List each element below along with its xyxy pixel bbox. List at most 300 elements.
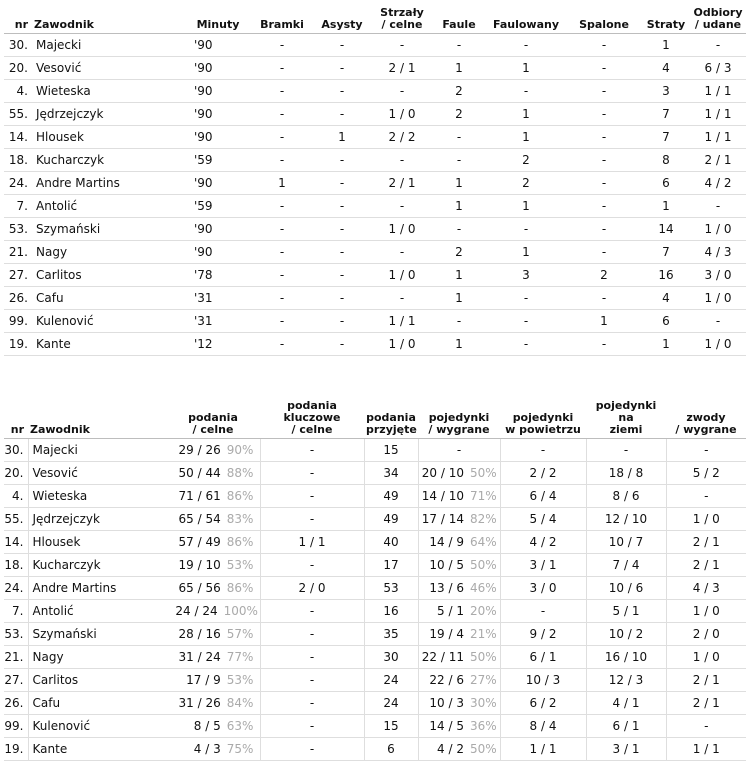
goals-cell: -: [252, 332, 312, 355]
passes-percent: 84%: [226, 696, 254, 710]
ground-duels-cell: 6 / 1: [586, 715, 666, 738]
header-ground-duels-line1: pojedynki na: [595, 399, 657, 424]
header-recoveries-line1: Odbiory: [693, 5, 743, 19]
header-shots-line2: / celne: [381, 17, 423, 31]
passes-cell: [166, 669, 260, 692]
player-number: 18.: [4, 148, 32, 171]
header-fouls: Faule: [432, 4, 486, 33]
player-number: 7.: [4, 600, 28, 623]
recoveries-cell: -: [690, 194, 746, 217]
ground-duels-cell: 5 / 1: [586, 600, 666, 623]
fouls-cell: 2: [432, 102, 486, 125]
fouled-cell: -: [486, 286, 566, 309]
duels-value: 14 / 10: [421, 489, 464, 503]
table-row: [4, 577, 746, 600]
dribbles-cell: 2 / 1: [666, 692, 746, 715]
header-offsides: Spalone: [566, 4, 642, 33]
ground-duels-cell: 18 / 8: [586, 462, 666, 485]
table-row: [4, 554, 746, 577]
passes-cell: [166, 715, 260, 738]
player-number: 24.: [4, 171, 32, 194]
key-passes-cell: -: [260, 738, 364, 761]
offsides-cell: -: [566, 217, 642, 240]
player-number: 19.: [4, 332, 32, 355]
player-number: 55.: [4, 102, 32, 125]
ground-duels-cell: 16 / 10: [586, 646, 666, 669]
dribbles-cell: 1 / 0: [666, 508, 746, 531]
received-cell: 16: [364, 600, 418, 623]
passes-value: 24 / 24: [175, 604, 218, 618]
player-name: Nagy: [32, 240, 184, 263]
air-duels-cell: 2 / 2: [500, 462, 586, 485]
passes-value: 31 / 24: [178, 650, 221, 664]
duels-value: 10 / 3: [429, 696, 464, 710]
dribbles-cell: 2 / 0: [666, 623, 746, 646]
dribbles-cell: 1 / 1: [666, 738, 746, 761]
duels-value: 19 / 4: [429, 627, 464, 641]
player-name: Kante: [28, 738, 166, 761]
recoveries-cell: 1 / 0: [690, 332, 746, 355]
key-passes-cell: 1 / 1: [260, 531, 364, 554]
received-cell: 15: [364, 439, 418, 462]
losses-cell: 1: [642, 194, 690, 217]
air-duels-cell: -: [500, 600, 586, 623]
duels-value: 10 / 5: [429, 558, 464, 572]
goals-cell: -: [252, 56, 312, 79]
player-number: 27.: [4, 669, 28, 692]
player-number: 24.: [4, 577, 28, 600]
passes-value: 31 / 26: [178, 696, 221, 710]
goals-cell: -: [252, 148, 312, 171]
table-row: [4, 439, 746, 462]
assists-cell: -: [312, 263, 372, 286]
fouls-cell: 1: [432, 286, 486, 309]
key-passes-cell: -: [260, 692, 364, 715]
passes-value: 29 / 26: [178, 443, 221, 457]
key-passes-cell: -: [260, 600, 364, 623]
shots-cell: -: [372, 33, 432, 56]
header-air-duels-line1: pojedynki: [512, 411, 574, 424]
offsides-cell: -: [566, 332, 642, 355]
player-stats-table-2: [4, 400, 746, 761]
fouls-cell: -: [432, 33, 486, 56]
table-row: [4, 715, 746, 738]
duels-value: 20 / 10: [421, 466, 464, 480]
fouls-cell: -: [432, 217, 486, 240]
ground-duels-cell: 4 / 1: [586, 692, 666, 715]
duels-value: 14 / 5: [429, 719, 464, 733]
duels-cell: [418, 531, 500, 554]
table-row: [4, 508, 746, 531]
duels-value: 17 / 14: [421, 512, 464, 526]
shots-cell: 2 / 1: [372, 56, 432, 79]
player-name: Jędrzejczyk: [28, 508, 166, 531]
duels-value: 22 / 6: [429, 673, 464, 687]
key-passes-cell: -: [260, 554, 364, 577]
header-player: Zawodnik: [32, 4, 184, 33]
losses-cell: 1: [642, 33, 690, 56]
minutes-cell: '90: [184, 33, 252, 56]
dribbles-cell: 1 / 0: [666, 646, 746, 669]
recoveries-cell: -: [690, 33, 746, 56]
shots-cell: 2 / 2: [372, 125, 432, 148]
air-duels-cell: 4 / 2: [500, 531, 586, 554]
offsides-cell: -: [566, 286, 642, 309]
duels-cell: [418, 692, 500, 715]
assists-cell: 1: [312, 125, 372, 148]
passes-percent: 53%: [226, 558, 254, 572]
passes-value: 4 / 3: [193, 742, 221, 756]
fouls-cell: -: [432, 309, 486, 332]
table-row: [4, 33, 746, 56]
player-name: Carlitos: [32, 263, 184, 286]
table-row: [4, 171, 746, 194]
minutes-cell: '59: [184, 148, 252, 171]
player-name: Kucharczyk: [28, 554, 166, 577]
losses-cell: 7: [642, 240, 690, 263]
offsides-cell: -: [566, 56, 642, 79]
dribbles-cell: 2 / 1: [666, 554, 746, 577]
air-duels-cell: -: [500, 439, 586, 462]
passes-cell: [166, 485, 260, 508]
fouled-cell: 3: [486, 263, 566, 286]
table-1-body: [4, 33, 746, 355]
shots-cell: -: [372, 148, 432, 171]
player-number: 4.: [4, 485, 28, 508]
player-name: Hlousek: [28, 531, 166, 554]
table-1-header: [4, 4, 746, 33]
passes-percent: 53%: [226, 673, 254, 687]
table-row: [4, 148, 746, 171]
player-number: 19.: [4, 738, 28, 761]
passes-percent: 57%: [226, 627, 254, 641]
table-row: [4, 531, 746, 554]
received-cell: 53: [364, 577, 418, 600]
table-row: [4, 79, 746, 102]
fouled-cell: 1: [486, 240, 566, 263]
table-row: [4, 102, 746, 125]
goals-cell: -: [252, 263, 312, 286]
ground-duels-cell: 3 / 1: [586, 738, 666, 761]
air-duels-cell: 10 / 3: [500, 669, 586, 692]
passes-cell: [166, 508, 260, 531]
header-key-passes-line2: / celne: [291, 423, 333, 436]
shots-cell: 1 / 1: [372, 309, 432, 332]
header-received-line2: przyjęte: [366, 423, 417, 436]
passes-percent: 100%: [223, 604, 258, 618]
key-passes-cell: -: [260, 646, 364, 669]
player-number: 99.: [4, 309, 32, 332]
player-name: Cafu: [32, 286, 184, 309]
table-row: [4, 217, 746, 240]
header-minutes: Minuty: [184, 4, 252, 33]
fouled-cell: -: [486, 217, 566, 240]
header-key-passes-line1: podania kluczowe: [283, 399, 341, 424]
header-dribbles-line2: / wygrane: [675, 423, 737, 436]
goals-cell: -: [252, 286, 312, 309]
player-name: Antolić: [28, 600, 166, 623]
table-row: [4, 309, 746, 332]
ground-duels-cell: 10 / 7: [586, 531, 666, 554]
shots-cell: 2 / 1: [372, 171, 432, 194]
table-row: [4, 646, 746, 669]
offsides-cell: 1: [566, 309, 642, 332]
recoveries-cell: 1 / 1: [690, 125, 746, 148]
table-2-body: [4, 439, 746, 761]
minutes-cell: '90: [184, 171, 252, 194]
player-number: 21.: [4, 240, 32, 263]
duels-percent: 82%: [470, 512, 497, 526]
passes-percent: 83%: [226, 512, 254, 526]
table-row: [4, 485, 746, 508]
fouled-cell: -: [486, 33, 566, 56]
table-row: [4, 623, 746, 646]
duels-cell: [418, 623, 500, 646]
player-number: 55.: [4, 508, 28, 531]
assists-cell: -: [312, 148, 372, 171]
player-name: Andre Martins: [32, 171, 184, 194]
dribbles-cell: 1 / 0: [666, 600, 746, 623]
passes-value: 19 / 10: [178, 558, 221, 572]
fouls-cell: 1: [432, 332, 486, 355]
ground-duels-cell: -: [586, 439, 666, 462]
passes-cell: [166, 577, 260, 600]
dribbles-cell: 5 / 2: [666, 462, 746, 485]
fouled-cell: -: [486, 332, 566, 355]
header-shots-line1: Strzały: [380, 5, 424, 19]
minutes-cell: '59: [184, 194, 252, 217]
received-cell: 24: [364, 692, 418, 715]
goals-cell: -: [252, 309, 312, 332]
duels-percent: 50%: [470, 466, 497, 480]
minutes-cell: '90: [184, 125, 252, 148]
header-received-line1: podania: [366, 411, 416, 424]
assists-cell: -: [312, 240, 372, 263]
table-row: [4, 692, 746, 715]
losses-cell: 4: [642, 56, 690, 79]
player-number: 27.: [4, 263, 32, 286]
goals-cell: -: [252, 79, 312, 102]
shots-cell: 1 / 0: [372, 263, 432, 286]
fouls-cell: 2: [432, 79, 486, 102]
received-cell: 49: [364, 508, 418, 531]
recoveries-cell: 1 / 1: [690, 79, 746, 102]
key-passes-cell: -: [260, 485, 364, 508]
fouled-cell: -: [486, 309, 566, 332]
goals-cell: -: [252, 33, 312, 56]
duels-percent: 50%: [470, 742, 497, 756]
key-passes-cell: -: [260, 669, 364, 692]
passes-value: 8 / 5: [193, 719, 221, 733]
player-number: 18.: [4, 554, 28, 577]
header-shots: [372, 4, 432, 33]
air-duels-cell: 9 / 2: [500, 623, 586, 646]
player-name: Szymański: [32, 217, 184, 240]
key-passes-cell: -: [260, 508, 364, 531]
fouls-cell: -: [432, 148, 486, 171]
passes-cell: [166, 600, 260, 623]
duels-percent: 64%: [470, 535, 497, 549]
fouls-cell: 1: [432, 56, 486, 79]
table-2-header: [4, 400, 746, 439]
header-air-duels-line2: w powietrzu: [505, 423, 581, 436]
dribbles-cell: -: [666, 715, 746, 738]
table-row: [4, 738, 746, 761]
recoveries-cell: 1 / 0: [690, 286, 746, 309]
air-duels-cell: 8 / 4: [500, 715, 586, 738]
duels-percent: 71%: [470, 489, 497, 503]
dribbles-cell: 4 / 3: [666, 577, 746, 600]
minutes-cell: '12: [184, 332, 252, 355]
passes-cell: [166, 623, 260, 646]
duels-percent: 21%: [470, 627, 497, 641]
header-dribbles: [666, 400, 746, 439]
received-cell: 17: [364, 554, 418, 577]
passes-cell: [166, 646, 260, 669]
fouls-cell: 1: [432, 263, 486, 286]
header-passes: [166, 400, 260, 439]
player-name: Kulenović: [28, 715, 166, 738]
duels-value: 13 / 6: [429, 581, 464, 595]
assists-cell: -: [312, 286, 372, 309]
header-nr: nr: [4, 4, 32, 33]
losses-cell: 6: [642, 309, 690, 332]
key-passes-cell: 2 / 0: [260, 577, 364, 600]
player-number: 4.: [4, 79, 32, 102]
header-passes-line1: podania: [188, 411, 238, 424]
passes-value: 28 / 16: [178, 627, 221, 641]
offsides-cell: -: [566, 33, 642, 56]
ground-duels-cell: 10 / 6: [586, 577, 666, 600]
minutes-cell: '90: [184, 79, 252, 102]
table-row: [4, 263, 746, 286]
header-received: [364, 400, 418, 439]
assists-cell: -: [312, 171, 372, 194]
shots-cell: -: [372, 240, 432, 263]
offsides-cell: 2: [566, 263, 642, 286]
offsides-cell: -: [566, 102, 642, 125]
table-row: [4, 669, 746, 692]
assists-cell: -: [312, 79, 372, 102]
assists-cell: -: [312, 217, 372, 240]
passes-percent: 77%: [226, 650, 254, 664]
player-number: 30.: [4, 33, 32, 56]
passes-value: 57 / 49: [178, 535, 221, 549]
air-duels-cell: 3 / 0: [500, 577, 586, 600]
goals-cell: -: [252, 125, 312, 148]
fouled-cell: 1: [486, 102, 566, 125]
passes-value: 65 / 54: [178, 512, 221, 526]
losses-cell: 3: [642, 79, 690, 102]
duels-percent: 50%: [470, 558, 497, 572]
fouled-cell: 1: [486, 125, 566, 148]
table-row: [4, 194, 746, 217]
air-duels-cell: 6 / 2: [500, 692, 586, 715]
duels-percent: 20%: [470, 604, 497, 618]
player-name: Cafu: [28, 692, 166, 715]
recoveries-cell: 4 / 2: [690, 171, 746, 194]
player-number: 30.: [4, 439, 28, 462]
duels-cell: [418, 554, 500, 577]
duels-cell: [418, 485, 500, 508]
offsides-cell: -: [566, 125, 642, 148]
player-name: Kante: [32, 332, 184, 355]
key-passes-cell: -: [260, 623, 364, 646]
ground-duels-cell: 12 / 10: [586, 508, 666, 531]
player-name: Majecki: [32, 33, 184, 56]
air-duels-cell: 3 / 1: [500, 554, 586, 577]
duels-percent: 46%: [470, 581, 497, 595]
goals-cell: -: [252, 217, 312, 240]
recoveries-cell: 6 / 3: [690, 56, 746, 79]
player-number: 20.: [4, 462, 28, 485]
minutes-cell: '90: [184, 56, 252, 79]
duels-cell: [418, 508, 500, 531]
offsides-cell: -: [566, 240, 642, 263]
ground-duels-cell: 10 / 2: [586, 623, 666, 646]
player-name: Kucharczyk: [32, 148, 184, 171]
duels-value: 5 / 1: [437, 604, 464, 618]
fouled-cell: 2: [486, 148, 566, 171]
losses-cell: 7: [642, 102, 690, 125]
received-cell: 34: [364, 462, 418, 485]
duels-percent: 50%: [470, 650, 497, 664]
duels-cell: [418, 600, 500, 623]
duels-cell: [418, 669, 500, 692]
header-key-passes: [260, 400, 364, 439]
losses-cell: 14: [642, 217, 690, 240]
header-losses: Straty: [642, 4, 690, 33]
header-nr: nr: [4, 400, 28, 439]
duels-value: -: [456, 443, 462, 457]
player-number: 14.: [4, 531, 28, 554]
assists-cell: -: [312, 194, 372, 217]
player-name: Andre Martins: [28, 577, 166, 600]
passes-cell: [166, 692, 260, 715]
player-number: 53.: [4, 623, 28, 646]
player-name: Hlousek: [32, 125, 184, 148]
air-duels-cell: 6 / 1: [500, 646, 586, 669]
losses-cell: 1: [642, 332, 690, 355]
passes-percent: 86%: [226, 535, 254, 549]
header-passes-line2: / celne: [192, 423, 234, 436]
offsides-cell: -: [566, 79, 642, 102]
passes-percent: 86%: [226, 581, 254, 595]
recoveries-cell: -: [690, 309, 746, 332]
header-player: Zawodnik: [28, 400, 166, 439]
player-name: Nagy: [28, 646, 166, 669]
shots-cell: 1 / 0: [372, 332, 432, 355]
losses-cell: 16: [642, 263, 690, 286]
fouled-cell: 1: [486, 56, 566, 79]
fouled-cell: 1: [486, 194, 566, 217]
player-name: Antolić: [32, 194, 184, 217]
fouled-cell: 2: [486, 171, 566, 194]
duels-percent: 27%: [470, 673, 497, 687]
passes-value: 50 / 44: [178, 466, 221, 480]
player-number: 26.: [4, 286, 32, 309]
passes-value: 71 / 61: [178, 489, 221, 503]
assists-cell: -: [312, 332, 372, 355]
passes-percent: 86%: [226, 489, 254, 503]
duels-cell: [418, 577, 500, 600]
passes-cell: [166, 462, 260, 485]
table-row: [4, 600, 746, 623]
player-number: 7.: [4, 194, 32, 217]
offsides-cell: -: [566, 171, 642, 194]
player-stats-table-1: [4, 4, 746, 356]
recoveries-cell: 2 / 1: [690, 148, 746, 171]
